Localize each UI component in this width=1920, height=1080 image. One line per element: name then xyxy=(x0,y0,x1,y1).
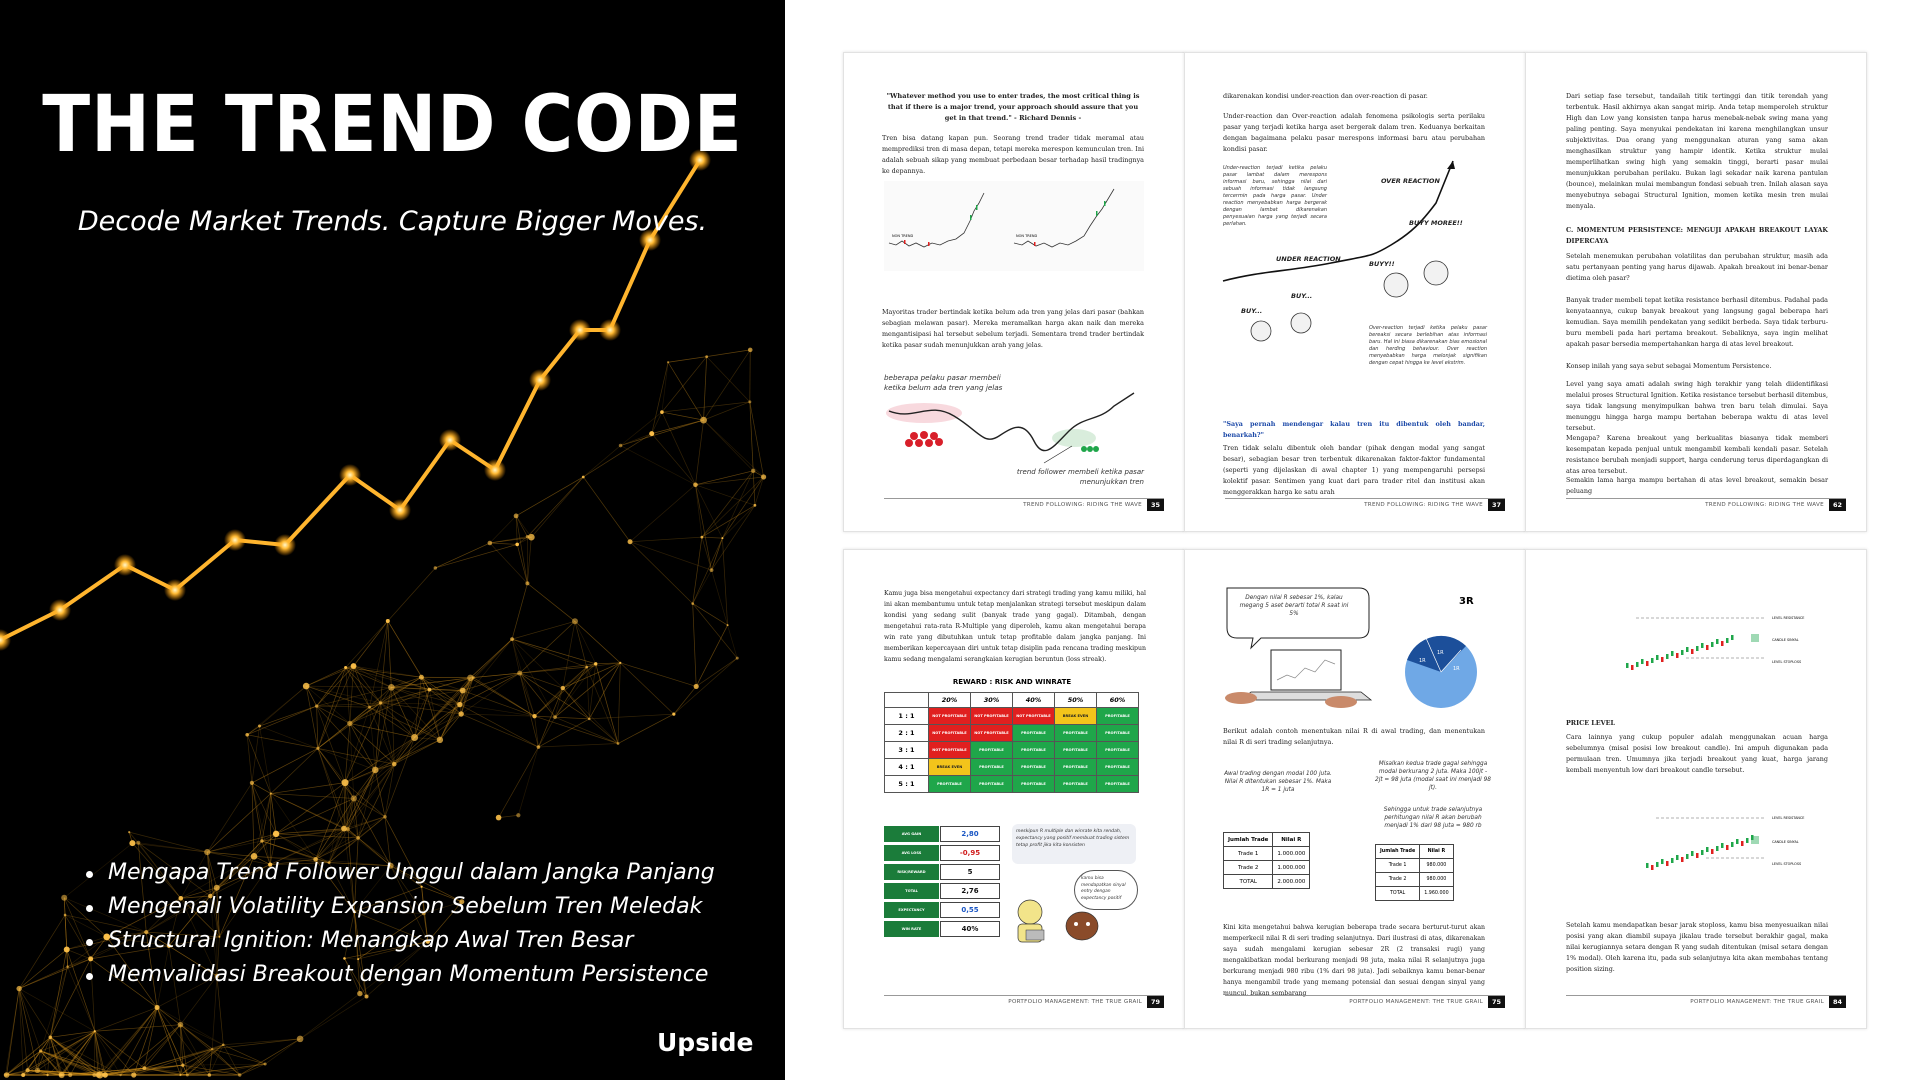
reward-risk-table xyxy=(884,692,1139,793)
chart-label: NON TREND xyxy=(1016,234,1038,238)
legend-item: CANDLE SINYAL xyxy=(1772,638,1799,642)
characters-illustration xyxy=(1010,890,1130,950)
trend-chart-illustration xyxy=(884,181,1144,271)
table-cell: PROFITABLE xyxy=(1013,742,1055,759)
table-header: Nilai R xyxy=(1420,845,1453,859)
page-footer xyxy=(1225,498,1505,513)
footer-chapter: PORTFOLIO MANAGEMENT: THE TRUE GRAIL xyxy=(1690,999,1824,1005)
table-row xyxy=(885,708,1139,725)
legend-item: LEVEL STOPLOSS xyxy=(1772,862,1802,866)
page-previews xyxy=(843,52,1868,1032)
table-cell: Trade 1 xyxy=(1224,847,1273,861)
handwritten-note: trend follower membeli ketika pasar menunjukkan tren xyxy=(1016,468,1144,486)
table-cell: NOT PROFITABLE xyxy=(929,725,971,742)
table-header: 50% xyxy=(1055,693,1097,708)
page-footer xyxy=(1566,498,1846,513)
page-preview-84 xyxy=(1525,549,1867,1029)
table-cell: NOT PROFITABLE xyxy=(1013,708,1055,725)
speech-bubble: kamu bisa mendapatkan sinyal entry dengan expectancy positif xyxy=(1074,870,1138,910)
table-cell: Trade 1 xyxy=(1376,859,1420,873)
section-heading: PRICE LEVEL xyxy=(1566,719,1615,727)
paragraph: Mengapa? Karena breakout yang berkualitas biasanya tidak memberi kesempatan kepada penjual untuk mengambil kembali kendali pasar. Setelah resistance berubah menjadi support, harga cenderung terus diperdagangkan di atas area tersebut. xyxy=(1566,434,1828,475)
row-header: 2 : 1 xyxy=(885,725,929,742)
table-cell: PROFITABLE xyxy=(1055,742,1097,759)
row-header: 5 : 1 xyxy=(885,776,929,793)
table-cell: 1.960.000 xyxy=(1420,887,1453,901)
stat-row xyxy=(884,826,999,842)
pie-slice-label: 1R xyxy=(1437,650,1444,656)
trend-follower-illustration xyxy=(884,391,1154,476)
paragraph: Setelah kamu mendapatkan besar jarak stoploss, kamu bisa menyesuaikan nilai posisi yang akan diambil supaya jikalau trade tersebut berakhir gagal, maka nilai kerugiannya setara dengan R yang sudah ditentukan (misal setara dengan 1% modal). Oleh karena itu, pada sub selanjutnya kita akan membahas tentang position sizing. xyxy=(1566,921,1828,973)
stat-row xyxy=(884,845,999,861)
table-cell: PROFITABLE xyxy=(971,776,1013,793)
table-cell: Trade 2 xyxy=(1224,861,1273,875)
feature-list xyxy=(80,856,715,992)
paragraph: Mayoritas trader bertindak ketika belum ada tren yang jelas dari pasar (bahkan sebagian melawan pasar). Mereka meramalkan harga akan naik dan mereka mengantisipasi hal tersebut sebelum terjadi. Sementara trend trader bertindak ketika pasar sudah menunjukkan arah yang jelas. xyxy=(882,308,1144,349)
price-level-chart xyxy=(1596,796,1836,886)
stoploss-chart xyxy=(1596,596,1836,686)
table-header: Jumlah Trade xyxy=(1224,833,1273,847)
legend-item: LEVEL RESISTANCE xyxy=(1772,616,1805,620)
stat-value: 0,55 xyxy=(940,902,1000,918)
table-corner xyxy=(885,693,929,708)
stat-value: -0,95 xyxy=(940,845,1000,861)
reaction-label: OVER REACTION xyxy=(1381,177,1440,185)
table-row xyxy=(885,742,1139,759)
page-number: 62 xyxy=(1829,499,1846,511)
table-cell: NOT PROFITABLE xyxy=(929,708,971,725)
calc-note: Sehingga untuk trade selanjutnya perhitungan nilai R akan berubah menjadi 1% dari 98 juta = 980 rb xyxy=(1383,807,1483,829)
quote: "Whatever method you use to enter trades, the most critical thing is that if there is a major trend, your approach should assure that you get in that trend." - Richard Dennis - xyxy=(886,92,1140,122)
page-preview-35 xyxy=(843,52,1185,532)
calc-note: Awal trading dengan modal 100 juta. Nilai R ditentukan sebesar 1%. Maka 1R = 1 juta xyxy=(1224,771,1332,793)
footer-chapter: TREND FOLLOWING: RIDING THE WAVE xyxy=(1705,502,1824,508)
table-cell: 1.000.000 xyxy=(1273,847,1310,861)
table-cell: PROFITABLE xyxy=(1013,759,1055,776)
table-cell: PROFITABLE xyxy=(1097,759,1139,776)
table-row xyxy=(885,725,1139,742)
table-header: Nilai R xyxy=(1273,833,1310,847)
page-footer xyxy=(884,995,1164,1010)
stat-row xyxy=(884,883,999,899)
stat-row xyxy=(884,864,999,880)
legend-item: LEVEL STOPLOSS xyxy=(1772,660,1802,664)
page-number: 35 xyxy=(1147,499,1164,511)
stat-row xyxy=(884,902,999,918)
feature-item: Structural Ignition: Menangkap Awal Tren Besar xyxy=(80,924,715,958)
speech-bubble: meskipun R multiple dan winrate kita rendah, expectancy yang positif membuat trading sistem tetap profit jika kita konsisten xyxy=(1012,824,1136,864)
section-heading: C. MOMENTUM PERSISTENCE: MENGUJI APAKAH BREAKOUT LAYAK DIPERCAYA xyxy=(1566,226,1828,245)
table-cell: Trade 2 xyxy=(1376,873,1420,887)
paragraph: dikarenakan kondisi under-reaction dan over-reaction di pasar. xyxy=(1223,92,1428,100)
legend-item: LEVEL RESISTANCE xyxy=(1772,816,1805,820)
table-header: 40% xyxy=(1013,693,1055,708)
paragraph: Berikut adalah contoh menentukan nilai R di awal trading, dan menentukan nilai R di seri trading selanjutnya. xyxy=(1223,727,1485,746)
table-cell: PROFITABLE xyxy=(1097,725,1139,742)
stat-value: 40% xyxy=(940,921,1000,937)
table-cell: PROFITABLE xyxy=(971,742,1013,759)
page-preview-37 xyxy=(1184,52,1526,532)
feature-item: Memvalidasi Breakout dengan Momentum Persistence xyxy=(80,958,715,992)
page-preview-75 xyxy=(1184,549,1526,1029)
table-cell: TOTAL xyxy=(1376,887,1420,901)
paragraph: Tren bisa datang kapan pun. Seorang trend trader tidak meramal atau memprediksi tren di masa depan, tetapi mereka merespon kemunculan tren. Ini adalah sebuah sikap yang membuat perbedaan besar terhadap hasil tradingnya ke depannya. xyxy=(882,134,1144,175)
under-reaction-note: Under-reaction terjadi ketika pelaku pasar lambat dalam merespons informasi baru, sehingga nilai dari sebuah informasi tidak langsung tercermin pada harga pasar. Under reaction menyebabkan harga bergerak dengan lambat dikarenakan penyesuaian harga yang terjadi secara perlahan. xyxy=(1223,165,1327,227)
table-cell: PROFITABLE xyxy=(929,776,971,793)
paragraph: Under-reaction dan Over-reaction adalah fenomena psikologis serta perilaku pasar yang terjadi ketika harga aset bergerak dalam tren. Keduanya berkaitan dengan bagaimana pelaku pasar merespons informasi baru atau perubahan kondisi pasar. xyxy=(1223,112,1485,153)
table-header: 30% xyxy=(971,693,1013,708)
hero-title: THE TREND CODE xyxy=(42,80,743,170)
page-number: 37 xyxy=(1488,499,1505,511)
buy-label: BUYY!! xyxy=(1369,260,1395,268)
row-header: 4 : 1 xyxy=(885,759,929,776)
reaction-label: UNDER REACTION xyxy=(1276,255,1341,263)
pie-slice-label: 1R xyxy=(1419,658,1426,664)
table-cell: PROFITABLE xyxy=(1097,742,1139,759)
stat-label: TOTAL xyxy=(884,883,939,899)
table-cell: 980.000 xyxy=(1420,859,1453,873)
footer-chapter: TREND FOLLOWING: RIDING THE WAVE xyxy=(1023,502,1142,508)
legend-item: CANDLE SINYAL xyxy=(1772,840,1799,844)
feature-item: Mengapa Trend Follower Unggul dalam Jangka Panjang xyxy=(80,856,715,890)
footer-chapter: PORTFOLIO MANAGEMENT: THE TRUE GRAIL xyxy=(1008,999,1142,1005)
hero-panel xyxy=(0,0,785,1080)
page-number: 84 xyxy=(1829,996,1846,1008)
table-cell: PROFITABLE xyxy=(1055,759,1097,776)
table-title: REWARD : RISK AND WINRATE xyxy=(952,678,1072,686)
page-number: 79 xyxy=(1147,996,1164,1008)
table-cell: 980.000 xyxy=(1420,873,1453,887)
buy-label: BUY... xyxy=(1291,292,1313,300)
row-header: 3 : 1 xyxy=(885,742,929,759)
paragraph: Kini kita mengetahui bahwa kerugian beberapa trade secara berturut-turut akan memperkecil nilai R di seri trading selanjutnya. Dari ilustrasi di atas, dikarenakan saya sudah mengalami kerugian sebesar 2R (2 transaksi rugi) yang mengakibatkan modal berkurang menjadi 98 juta, maka nilai R selanjutnya juga berkurang menjadi 980 ribu (1% dari 98 juta). Jadi sebaiknya kamu benar-benar hanya mengambil trade yang memang potensial dan sesuai dengan sinyal yang muncul, bukan sembarang xyxy=(1223,924,1485,997)
table-cell: BREAK EVEN xyxy=(1055,708,1097,725)
table-cell: PROFITABLE xyxy=(1097,708,1139,725)
stat-label: RISK/REWARD xyxy=(884,864,939,880)
table-cell: NOT PROFITABLE xyxy=(971,725,1013,742)
stat-label: AVG GAIN xyxy=(884,826,939,842)
pie-total-label: 3R xyxy=(1459,596,1474,607)
handwritten-note: beberapa pelaku pasar membeli ketika belum ada tren yang jelas xyxy=(884,373,1003,392)
page-preview-79 xyxy=(843,549,1185,1029)
buy-label: BUYY MOREE!! xyxy=(1409,219,1463,227)
buy-label: BUY... xyxy=(1241,307,1263,315)
table-cell: PROFITABLE xyxy=(1055,776,1097,793)
page-number: 75 xyxy=(1488,996,1505,1008)
table-row xyxy=(885,759,1139,776)
page-footer xyxy=(884,498,1164,513)
page-footer xyxy=(1566,995,1846,1010)
paragraph: Konsep inilah yang saya sebut sebagai Momentum Persistence. xyxy=(1566,362,1772,370)
paragraph: Tren tidak selalu dibentuk oleh bandar (pihak dengan modal yang sangat besar), sebagian besar tren terbentuk dikarenakan faktor-faktor fundamental (seperti yang dijelaskan di awal chapter 1) yang mempengaruhi persepsi kolektif pasar. Sentimen yang kuat dari para trader ritel dan institusi akan menggerakkan harga ke satu arah xyxy=(1223,444,1485,496)
table-cell: 2.000.000 xyxy=(1273,875,1310,889)
r-value-table-adjusted xyxy=(1375,844,1454,901)
speech-bubble: Dengan nilai R sebesar 1%, kalau megang 5 aset berarti total R saat ini 5% xyxy=(1239,595,1349,617)
table-cell: PROFITABLE xyxy=(1055,725,1097,742)
stat-value: 2,80 xyxy=(940,826,1000,842)
table-cell: PROFITABLE xyxy=(1097,776,1139,793)
over-reaction-note: Over-reaction terjadi ketika pelaku pasar bereaksi secara berlebihan atas informasi baru. Hal ini biasa dikarenakan bias emosional dan herding behaviour. Over reaction menyebabkan harga melonjak signifikan dengan cepat hingga ke level ekstrim. xyxy=(1369,325,1487,366)
paragraph: Semakin lama harga mampu bertahan di atas level breakout, semakin besar peluang xyxy=(1566,476,1828,495)
stat-value: 2,76 xyxy=(940,883,1000,899)
pie-slice-label: 1R xyxy=(1453,666,1460,672)
stat-row xyxy=(884,921,999,937)
table-cell: PROFITABLE xyxy=(971,759,1013,776)
table-header: 20% xyxy=(929,693,971,708)
question: "Saya pernah mendengar kalau tren itu dibentuk oleh bandar, benarkah?" xyxy=(1223,420,1485,439)
stat-label: AVG LOSS xyxy=(884,845,939,861)
paragraph: Setelah menemukan perubahan volatilitas dan perubahan struktur, masih ada satu pertanyaan penting yang harus dijawab. Apakah breakout ini benar-benar dietima oleh pasar? xyxy=(1566,252,1828,282)
stat-label: WIN RATE xyxy=(884,921,939,937)
table-cell: NOT PROFITABLE xyxy=(971,708,1013,725)
brand-logo: Upside xyxy=(657,1028,754,1057)
table-cell: BREAK EVEN xyxy=(929,759,971,776)
page-footer xyxy=(1225,995,1505,1010)
footer-chapter: TREND FOLLOWING: RIDING THE WAVE xyxy=(1364,502,1483,508)
table-cell: NOT PROFITABLE xyxy=(929,742,971,759)
footer-chapter: PORTFOLIO MANAGEMENT: THE TRUE GRAIL xyxy=(1349,999,1483,1005)
paragraph: Kamu juga bisa mengetahui expectancy dari strategi trading yang kamu miliki, hal ini akan membantumu untuk tetap menjalankan strategi tersebut meskipun dalam kondisi yang sedang sulit (banyak trade yang gagal). Ditambah, dengan mengetahui rata-rata R-Multiple yang diperoleh, kamu akan mengetahui berapa win rate yang dibutuhkan untuk tetap profitable dalam jangka panjang. Ini memberikan kepercayaan diri untuk tetap disiplin pada rencana trading meskipun kamu sedang mengalami serangkaian kerugian beruntun (loss streak). xyxy=(884,590,1146,663)
hero-subtitle: Decode Market Trends. Capture Bigger Moves. xyxy=(77,206,708,237)
table-cell: PROFITABLE xyxy=(1013,725,1055,742)
row-header: 1 : 1 xyxy=(885,708,929,725)
over-under-reaction-diagram xyxy=(1221,153,1491,343)
paragraph: Cara lainnya yang cukup populer adalah menggunakan acuan harga sebelumnya (misal posisi low breakout candle). Ini ampuh digunakan pada permulaan tren. Umumnya jika terjadi breakout yang kuat, harga jarang kembali menyentuh low dari breakout candle tersebut. xyxy=(1566,733,1828,774)
paragraph: Level yang saya amati adalah swing high terakhir yang telah diidentifikasi melalui proses Structural Ignition. Ketika resistance tersebut berhasil ditembus, saya tidak langsung menyimpulkan bahwa tren baru telah dimulai. Saya menunggu hingga harga mampu bertahan beberapa waktu di atas level tersebut. xyxy=(1566,380,1828,432)
table-cell: PROFITABLE xyxy=(1013,776,1055,793)
r-value-table-initial xyxy=(1223,832,1310,889)
chart-label: NON TREND xyxy=(892,234,914,238)
page-preview-62 xyxy=(1525,52,1867,532)
table-cell: TOTAL xyxy=(1224,875,1273,889)
table-cell: 1.000.000 xyxy=(1273,861,1310,875)
table-header: 60% xyxy=(1097,693,1139,708)
feature-item: Mengenali Volatility Expansion Sebelum Tren Meledak xyxy=(80,890,715,924)
table-row xyxy=(885,776,1139,793)
calc-note: Misalkan kedua trade gagal sehingga modal berkurang 2 juta. Maka 100jt - 2jt = 98 juta (modal saat ini menjadi 98 jt). xyxy=(1375,761,1491,791)
stat-value: 5 xyxy=(940,864,1000,880)
paragraph: Banyak trader membeli tepat ketika resistance berhasil ditembus. Padahal pada kenyataannya, cukup banyak breakout yang langsung gagal beberapa hari kemudian. Saya memilih pendekatan yang sedikit berbeda. Saya tidak terburu-buru membeli pada hari pertama breakout. Sebaliknya, saya ingin melihat apakah pasar bersedia mempertahankan harga di atas level breakout. xyxy=(1566,296,1828,348)
stat-label: EXPECTANCY xyxy=(884,902,939,918)
table-header: Jumlah Trade xyxy=(1376,845,1420,859)
paragraph: Dari setiap fase tersebut, tandailah titik tertinggi dan titik terendah yang terbentuk. Hasil akhirnya akan sangat mirip. Anda tetap memperoleh struktur High dan Low yang konsisten tanpa harus menebak-nebak swing mana yang paling penting. Saya menyukai pendekatan ini karena menghilangkan unsur subjektivitas. Dua orang yang menggunakan aturan yang sama akan menghasilkan struktur yang hampir identik. Ketika struktur mulai memperlihatkan swing high yang semakin tinggi, berarti pasar mulai menunjukkan perubahan perilaku. Bukan lagi sekadar naik karena pantulan (bounce), melainkan mulai membangun fondasi sebuah tren. Inilah alasan saya menyebutnya sebagai Structural Ignition, momen ketika mesin tren mulai menyala. xyxy=(1566,92,1828,210)
